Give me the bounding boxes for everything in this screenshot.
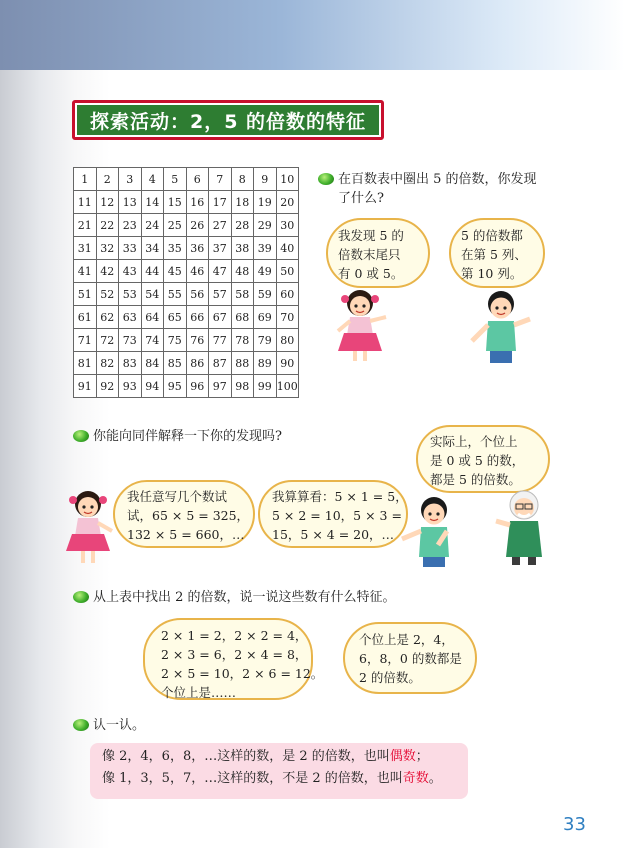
bubble-text: 有 0 或 5。 — [338, 266, 404, 281]
question-4 — [73, 716, 145, 735]
chart-cell: 61 — [74, 306, 97, 329]
chart-cell: 65 — [164, 306, 187, 329]
chart-cell: 95 — [164, 375, 187, 398]
bubble-text: 个位上是…… — [161, 685, 237, 700]
chart-cell: 75 — [164, 329, 187, 352]
chart-cell: 4 — [141, 168, 164, 191]
chart-cell: 76 — [186, 329, 209, 352]
chart-cell: 74 — [141, 329, 164, 352]
speech-bubble-calc — [143, 618, 324, 700]
chart-cell: 55 — [164, 283, 187, 306]
chart-cell: 32 — [96, 237, 119, 260]
bubble-text: 我算算看：5 × 1 = 5， — [272, 489, 408, 504]
chart-cell: 45 — [164, 260, 187, 283]
header-banner — [0, 0, 625, 70]
chart-cell: 28 — [231, 214, 254, 237]
bubble-text: 我发现 5 的 — [338, 228, 404, 243]
chart-cell: 2 — [96, 168, 119, 191]
chart-cell: 1 — [74, 168, 97, 191]
question-4-text: 认一认。 — [93, 718, 146, 733]
bubble-text: 132 × 5 = 660，… — [127, 527, 245, 542]
chart-cell: 24 — [141, 214, 164, 237]
chart-cell: 33 — [119, 237, 142, 260]
chart-cell: 90 — [276, 352, 299, 375]
chart-cell: 91 — [74, 375, 97, 398]
chart-cell: 16 — [186, 191, 209, 214]
chart-cell: 15 — [164, 191, 187, 214]
chart-cell: 22 — [96, 214, 119, 237]
chart-cell: 60 — [276, 283, 299, 306]
chart-row — [74, 352, 299, 375]
bubble-text: 倍数末尾只 — [338, 247, 401, 262]
question-3 — [73, 588, 396, 607]
chart-cell: 68 — [231, 306, 254, 329]
chart-cell: 94 — [141, 375, 164, 398]
speech-bubble-boy-1 — [449, 218, 545, 288]
chart-cell: 35 — [164, 237, 187, 260]
chart-cell: 79 — [254, 329, 277, 352]
chart-cell: 26 — [186, 214, 209, 237]
chart-row — [74, 306, 299, 329]
chart-cell: 87 — [209, 352, 232, 375]
teacher-illustration — [490, 487, 554, 567]
chart-cell: 100 — [276, 375, 299, 398]
bubble-text: 是 0 或 5 的数， — [430, 453, 525, 468]
speech-bubble-teacher — [416, 425, 550, 493]
chart-cell: 25 — [164, 214, 187, 237]
definition-text: 像 1，3，5，7，…这样的数，不是 2 的倍数，也叫 — [102, 771, 403, 786]
chart-cell: 67 — [209, 306, 232, 329]
chart-cell: 8 — [231, 168, 254, 191]
chart-row — [74, 329, 299, 352]
bubble-text: 5 的倍数都 — [461, 228, 523, 243]
bubble-text: 我任意写几个数试 — [127, 489, 228, 504]
bubble-text: 实际上，个位上 — [430, 434, 518, 449]
chart-cell: 30 — [276, 214, 299, 237]
chart-cell: 47 — [209, 260, 232, 283]
speech-bubble-boy-2 — [258, 480, 408, 548]
chart-cell: 49 — [254, 260, 277, 283]
chart-cell: 7 — [209, 168, 232, 191]
chart-cell: 71 — [74, 329, 97, 352]
chart-cell: 66 — [186, 306, 209, 329]
chart-cell: 31 — [74, 237, 97, 260]
speech-bubble-girl-1 — [326, 218, 430, 288]
chart-row — [74, 191, 299, 214]
chart-row — [74, 260, 299, 283]
chart-cell: 52 — [96, 283, 119, 306]
chart-cell: 6 — [186, 168, 209, 191]
chart-cell: 54 — [141, 283, 164, 306]
chart-cell: 85 — [164, 352, 187, 375]
chart-cell: 70 — [276, 306, 299, 329]
chart-cell: 48 — [231, 260, 254, 283]
chart-cell: 29 — [254, 214, 277, 237]
chart-cell: 38 — [231, 237, 254, 260]
chart-cell: 21 — [74, 214, 97, 237]
bubble-text: 2 × 3 = 6，2 × 4 = 8， — [161, 647, 308, 662]
chart-cell: 96 — [186, 375, 209, 398]
chart-cell: 5 — [164, 168, 187, 191]
bubble-text: 6，8，0 的数都是 — [359, 651, 462, 666]
chart-cell: 18 — [231, 191, 254, 214]
chart-cell: 20 — [276, 191, 299, 214]
speech-bubble-girl-2 — [113, 480, 255, 548]
chart-cell: 73 — [119, 329, 142, 352]
chart-row — [74, 168, 299, 191]
chart-cell: 3 — [119, 168, 142, 191]
bubble-text: 5 × 2 = 10，5 × 3 = — [272, 508, 402, 523]
chart-cell: 44 — [141, 260, 164, 283]
section-title-box — [72, 100, 384, 140]
bubble-text: 2 × 5 = 10，2 × 6 = 12。 — [161, 666, 324, 681]
chart-cell: 46 — [186, 260, 209, 283]
chart-cell: 34 — [141, 237, 164, 260]
chart-cell: 81 — [74, 352, 97, 375]
boy-illustration — [398, 493, 468, 569]
chart-cell: 40 — [276, 237, 299, 260]
chart-cell: 77 — [209, 329, 232, 352]
chart-cell: 80 — [276, 329, 299, 352]
chart-cell: 64 — [141, 306, 164, 329]
chart-cell: 72 — [96, 329, 119, 352]
chart-cell: 17 — [209, 191, 232, 214]
chart-cell: 58 — [231, 283, 254, 306]
chart-cell: 89 — [254, 352, 277, 375]
chart-cell: 97 — [209, 375, 232, 398]
chart-row — [74, 283, 299, 306]
chart-cell: 27 — [209, 214, 232, 237]
bubble-text: 试，65 × 5 = 325， — [127, 508, 250, 523]
chart-cell: 50 — [276, 260, 299, 283]
hundred-chart — [73, 167, 299, 398]
question-2 — [73, 427, 282, 446]
chart-cell: 99 — [254, 375, 277, 398]
bubble-text: 第 10 列。 — [461, 266, 523, 281]
chart-cell: 14 — [141, 191, 164, 214]
definition-text: 像 2，4，6，8，…这样的数，是 2 的倍数，也叫 — [102, 749, 390, 764]
chart-cell: 51 — [74, 283, 97, 306]
chart-cell: 39 — [254, 237, 277, 260]
chart-cell: 23 — [119, 214, 142, 237]
chart-cell: 37 — [209, 237, 232, 260]
chart-cell: 43 — [119, 260, 142, 283]
girl-illustration — [60, 487, 116, 567]
chart-cell: 83 — [119, 352, 142, 375]
chart-cell: 93 — [119, 375, 142, 398]
bullet-icon — [73, 430, 89, 442]
chart-cell: 62 — [96, 306, 119, 329]
chart-cell: 53 — [119, 283, 142, 306]
bubble-text: 都是 5 的倍数。 — [430, 472, 521, 487]
question-3-text: 从上表中找出 2 的倍数，说一说这些数有什么特征。 — [93, 590, 396, 605]
chart-cell: 12 — [96, 191, 119, 214]
chart-cell: 59 — [254, 283, 277, 306]
bullet-icon — [318, 173, 334, 185]
chart-cell: 11 — [74, 191, 97, 214]
boy-illustration — [466, 285, 536, 365]
bubble-text: 15，5 × 4 = 20，… — [272, 527, 395, 542]
chart-cell: 78 — [231, 329, 254, 352]
term-even: 偶数 — [389, 749, 416, 764]
chart-cell: 86 — [186, 352, 209, 375]
chart-cell: 13 — [119, 191, 142, 214]
question-1-line2: 了什么? — [338, 191, 384, 206]
definition-odd — [102, 768, 456, 790]
bubble-text: 在第 5 列、 — [461, 247, 527, 262]
chart-cell: 98 — [231, 375, 254, 398]
question-1-line1: 在百数表中圈出 5 的倍数，你发现 — [338, 172, 537, 187]
chart-cell: 69 — [254, 306, 277, 329]
chart-cell: 41 — [74, 260, 97, 283]
chart-cell: 42 — [96, 260, 119, 283]
chart-cell: 57 — [209, 283, 232, 306]
bullet-icon — [73, 719, 89, 731]
speech-bubble-even — [343, 622, 477, 694]
page-number: 33 — [563, 814, 586, 835]
chart-cell: 19 — [254, 191, 277, 214]
term-odd: 奇数 — [402, 771, 429, 786]
chart-row — [74, 214, 299, 237]
definition-text: ； — [415, 749, 429, 764]
definition-panel — [90, 743, 468, 799]
chart-cell: 84 — [141, 352, 164, 375]
chart-cell: 10 — [276, 168, 299, 191]
question-1 — [318, 170, 558, 208]
bubble-text: 2 × 1 = 2，2 × 2 = 4， — [161, 628, 308, 643]
bubble-text: 个位上是 2，4， — [359, 632, 454, 647]
chart-cell: 82 — [96, 352, 119, 375]
section-title: 探索活动：2，5 的倍数的特征 — [89, 110, 367, 133]
girl-illustration — [330, 285, 390, 365]
definition-even — [102, 746, 456, 768]
chart-cell: 9 — [254, 168, 277, 191]
chart-cell: 63 — [119, 306, 142, 329]
chart-cell: 88 — [231, 352, 254, 375]
chart-cell: 36 — [186, 237, 209, 260]
bullet-icon — [73, 591, 89, 603]
question-2-text: 你能向同伴解释一下你的发现吗? — [93, 429, 282, 444]
chart-cell: 56 — [186, 283, 209, 306]
definition-text: 。 — [428, 771, 442, 786]
chart-row — [74, 375, 299, 398]
chart-cell: 92 — [96, 375, 119, 398]
chart-row — [74, 237, 299, 260]
bubble-text: 2 的倍数。 — [359, 670, 421, 685]
